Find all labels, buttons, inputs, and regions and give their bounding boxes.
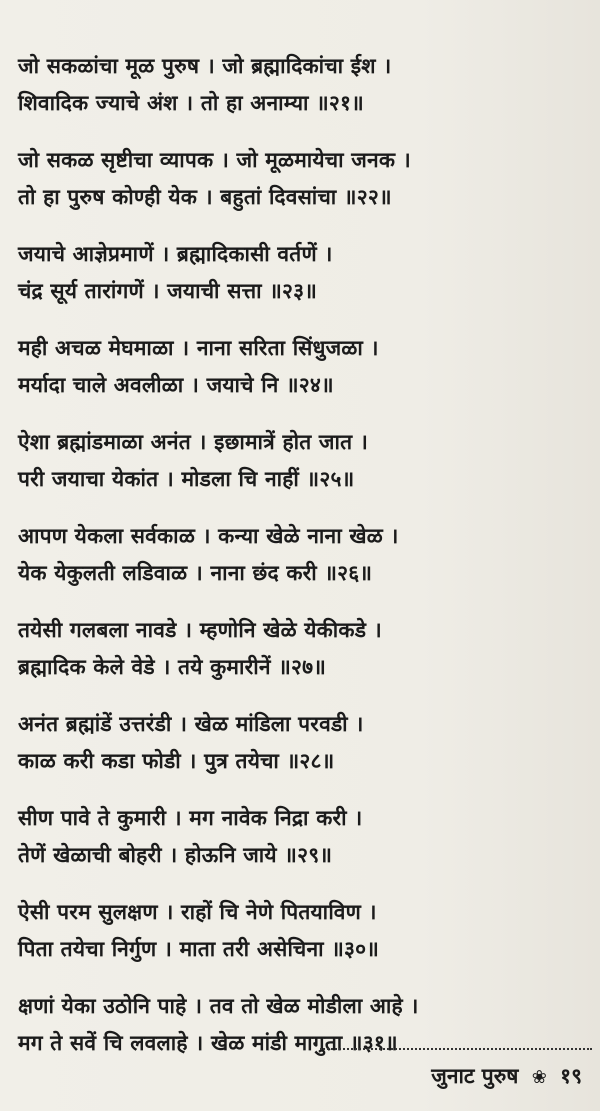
verse [18,612,600,686]
verse-line: क्षणां येका उठोनि पाहे । तव तो खेळ मोडीला आहे । [18,994,419,1018]
verse-line: मर्यादा चाले अवलीळा । जयाचे नि ॥२४॥ [18,373,334,397]
verse-line: अनंत ब्रह्मांडें उत्तरंडी । खेळ मांडिला परवडी । [18,712,364,736]
verse [18,236,600,310]
verse-line: आपण येकला सर्वकाळ । कन्या खेळे नाना खेळ । [18,524,399,548]
verse [18,330,600,404]
verse [18,706,600,780]
verse [18,518,600,592]
verse-line: मही अचळ मेघमाळा । नाना सरिता सिंधुजळा । [18,336,379,360]
verse-line: तो हा पुरुष कोण्ही येक । बहुतां दिवसांचा ॥२२॥ [18,185,392,209]
verse [18,894,600,968]
verse-line: परी जयाचा येकांत । मोडला चि नाहीं ॥२५॥ [18,467,355,491]
verse-line: सीण पावे ते कुमारी । मग नावेक निद्रा करी । [18,806,363,830]
verse-line: येक येकुलती लडिवाळ । नाना छंद करी ॥२६॥ [18,561,373,585]
verse [18,424,600,498]
verse-line: पिता तयेचा निर्गुण । माता तरी असेचिना ॥३०॥ [18,937,380,961]
verse-line: ऐसी परम सुलक्षण । राहों चि नेणे पितयाविण । [18,900,377,924]
verse [18,800,600,874]
verse-line: तयेसी गलबला नावडे । म्हणोनि खेळे येकीकडे । [18,618,382,642]
footer [431,1062,582,1090]
verse-line: शिवादिक ज्याचे अंश । तो हा अनाम्या ॥२१॥ [18,91,364,115]
verse-line: चंद्र सूर्य तारांगणें । जयाची सत्ता ॥२३॥ [18,279,318,303]
verse-line: तेणें खेळाची बोहरी । होऊनि जाये ॥२९॥ [18,843,333,867]
verse-line: जो सकळ सृष्टीचा व्यापक । जो मूळमायेचा जनक । [18,148,411,172]
footer-rule [320,1048,592,1088]
verse [18,142,600,216]
verse [18,48,600,122]
verse-line: मग ते सवें चि लवलाहे । खेळ मांडी मागुता ॥३१॥ [18,1031,398,1055]
page-number: १९ [560,1064,582,1088]
verse-line: ऐशा ब्रह्मांडमाळा अनंत । इछामात्रें होत जात । [18,430,368,454]
verse-line: जो सकळांचा मूळ पुरुष । जो ब्रह्मादिकांचा ईश । [18,54,392,78]
flower-ornament-icon: ❀ [531,1067,547,1088]
verse-line: जयाचे आज्ञेप्रमाणें । ब्रह्मादिकासी वर्तणें । [18,242,333,266]
verse-line: काळ करी कडा फोडी । पुत्र तयेचा ॥२८॥ [18,749,335,773]
running-title: जुनाट पुरुष [431,1064,519,1088]
verse-line: ब्रह्मादिक केले वेडे । तये कुमारीनें ॥२७॥ [18,655,327,679]
verse-list [18,48,600,1062]
verse [18,988,600,1062]
